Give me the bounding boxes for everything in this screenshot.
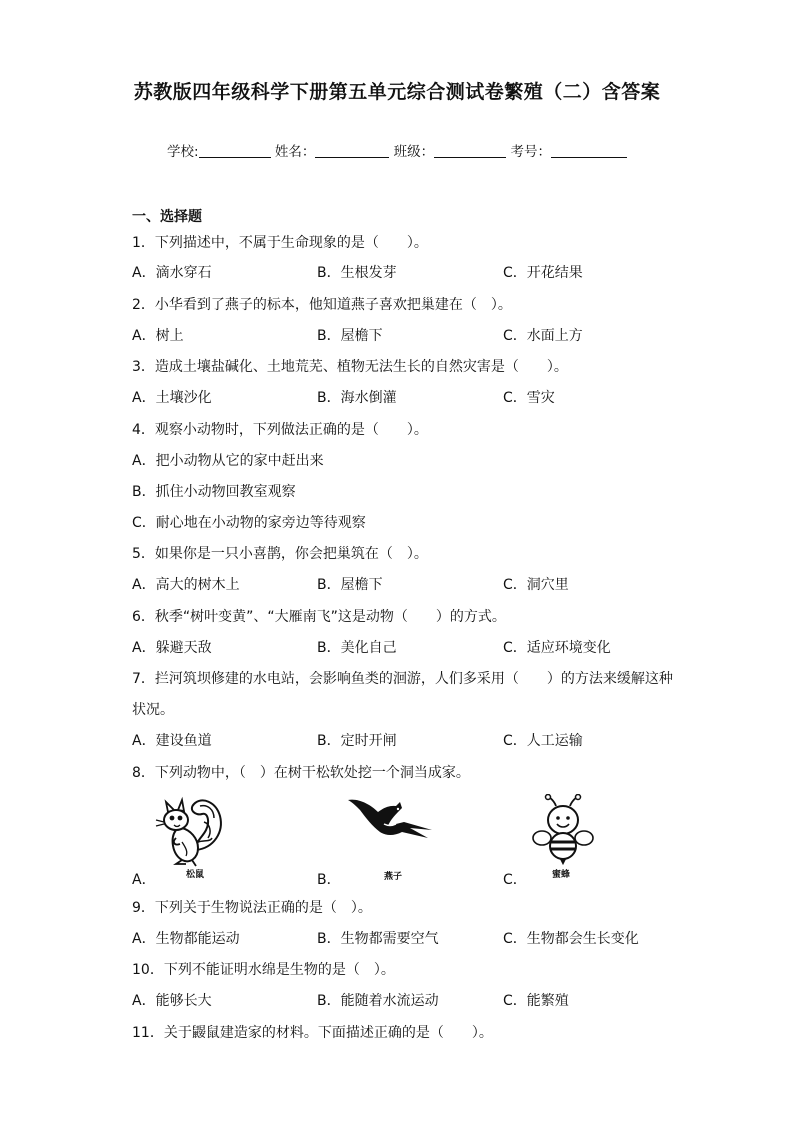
question-5-option-c[interactable]: C．洞穴里 [503, 577, 569, 593]
school-blank[interactable] [199, 143, 271, 158]
question-4-option-b[interactable]: B．抓住小动物回教室观察 [132, 484, 296, 500]
exam-number-label: 考号： [510, 144, 551, 160]
question-8-option-b[interactable]: B． [317, 872, 341, 888]
question-9-stem: 9．下列关于生物说法正确的是（ ）。 [132, 900, 372, 916]
question-8-option-a[interactable]: A． [132, 872, 156, 888]
student-info-line [0, 142, 794, 162]
exam-number-blank[interactable] [551, 143, 627, 158]
question-1-option-b[interactable]: B．生根发芽 [317, 265, 397, 281]
question-8-option-c[interactable]: C． [503, 872, 527, 888]
question-2-option-b[interactable]: B．屋檐下 [317, 328, 383, 344]
question-3-option-a[interactable]: A．土壤沙化 [132, 390, 212, 406]
swallow-caption: 燕子 [384, 872, 403, 882]
question-3-stem: 3．造成土壤盐碱化、土地荒芜、植物无法生长的自然灾害是（ ）。 [132, 359, 568, 375]
school-label: 学校: [167, 144, 199, 160]
question-3-option-c[interactable]: C．雪灾 [503, 390, 555, 406]
question-5-option-a[interactable]: A．高大的树木上 [132, 577, 240, 593]
question-7-option-b[interactable]: B．定时开闸 [317, 733, 397, 749]
question-3-option-b[interactable]: B．海水倒灌 [317, 390, 397, 406]
class-blank[interactable] [434, 143, 506, 158]
question-5-stem: 5．如果你是一只小喜鹊，你会把巢筑在（ ）。 [132, 546, 428, 562]
question-9-option-c[interactable]: C．生物都会生长变化 [503, 931, 639, 947]
question-10-option-c[interactable]: C．能繁殖 [503, 993, 569, 1009]
question-1-option-a[interactable]: A．滴水穿石 [132, 265, 212, 281]
question-2-option-c[interactable]: C．水面上方 [503, 328, 583, 344]
question-2-option-a[interactable]: A．树上 [132, 328, 184, 344]
class-label: 班级： [393, 144, 435, 160]
question-6-option-b[interactable]: B．美化自己 [317, 640, 397, 656]
swallow-picture [344, 794, 436, 842]
question-10-option-a[interactable]: A．能够长大 [132, 993, 212, 1009]
name-label: 姓名： [274, 144, 316, 160]
squirrel-picture [152, 792, 230, 868]
question-6-option-c[interactable]: C．适应环境变化 [503, 640, 611, 656]
question-6-stem: 6．秋季“树叶变黄”、“大雁南飞”这是动物（ ）的方式。 [132, 609, 506, 625]
squirrel-caption: 松鼠 [186, 870, 205, 880]
question-7-option-a[interactable]: A．建设鱼道 [132, 733, 212, 749]
question-2-stem: 2．小华看到了燕子的标本，他知道燕子喜欢把巢建在（ ）。 [132, 297, 512, 313]
question-4-option-c[interactable]: C．耐心地在小动物的家旁边等待观察 [132, 515, 366, 531]
name-blank[interactable] [315, 143, 389, 158]
question-7-option-c[interactable]: C．人工运输 [503, 733, 583, 749]
question-4-stem: 4．观察小动物时，下列做法正确的是（ ）。 [132, 422, 428, 438]
question-7-stem-continued: 状况。 [132, 702, 174, 718]
question-9-option-a[interactable]: A．生物都能运动 [132, 931, 240, 947]
document-title: 苏教版四年级科学下册第五单元综合测试卷繁殖（二）含答案 [133, 81, 661, 103]
question-1-option-c[interactable]: C．开花结果 [503, 265, 583, 281]
question-1-stem: 1．下列描述中，不属于生命现象的是（ ）。 [132, 235, 428, 251]
question-10-stem: 10．下列不能证明水绵是生物的是（ ）。 [132, 962, 395, 978]
bee-caption: 蜜蜂 [552, 870, 571, 880]
question-8-stem: 8．下列动物中，（ ）在树干松软处挖一个洞当成家。 [132, 765, 470, 781]
question-5-option-b[interactable]: B．屋檐下 [317, 577, 383, 593]
section-heading: 一、选择题 [132, 209, 202, 225]
question-9-option-b[interactable]: B．生物都需要空气 [317, 931, 439, 947]
question-6-option-a[interactable]: A．躲避天敌 [132, 640, 212, 656]
question-11-stem: 11．关于鼹鼠建造家的材料。下面描述正确的是（ ）。 [132, 1025, 493, 1041]
bee-picture [530, 794, 596, 866]
question-10-option-b[interactable]: B．能随着水流运动 [317, 993, 439, 1009]
question-7-stem: 7．拦河筑坝修建的水电站，会影响鱼类的洄游，人们多采用（ ）的方法来缓解这种 [132, 671, 673, 687]
question-4-option-a[interactable]: A．把小动物从它的家中赶出来 [132, 453, 324, 469]
